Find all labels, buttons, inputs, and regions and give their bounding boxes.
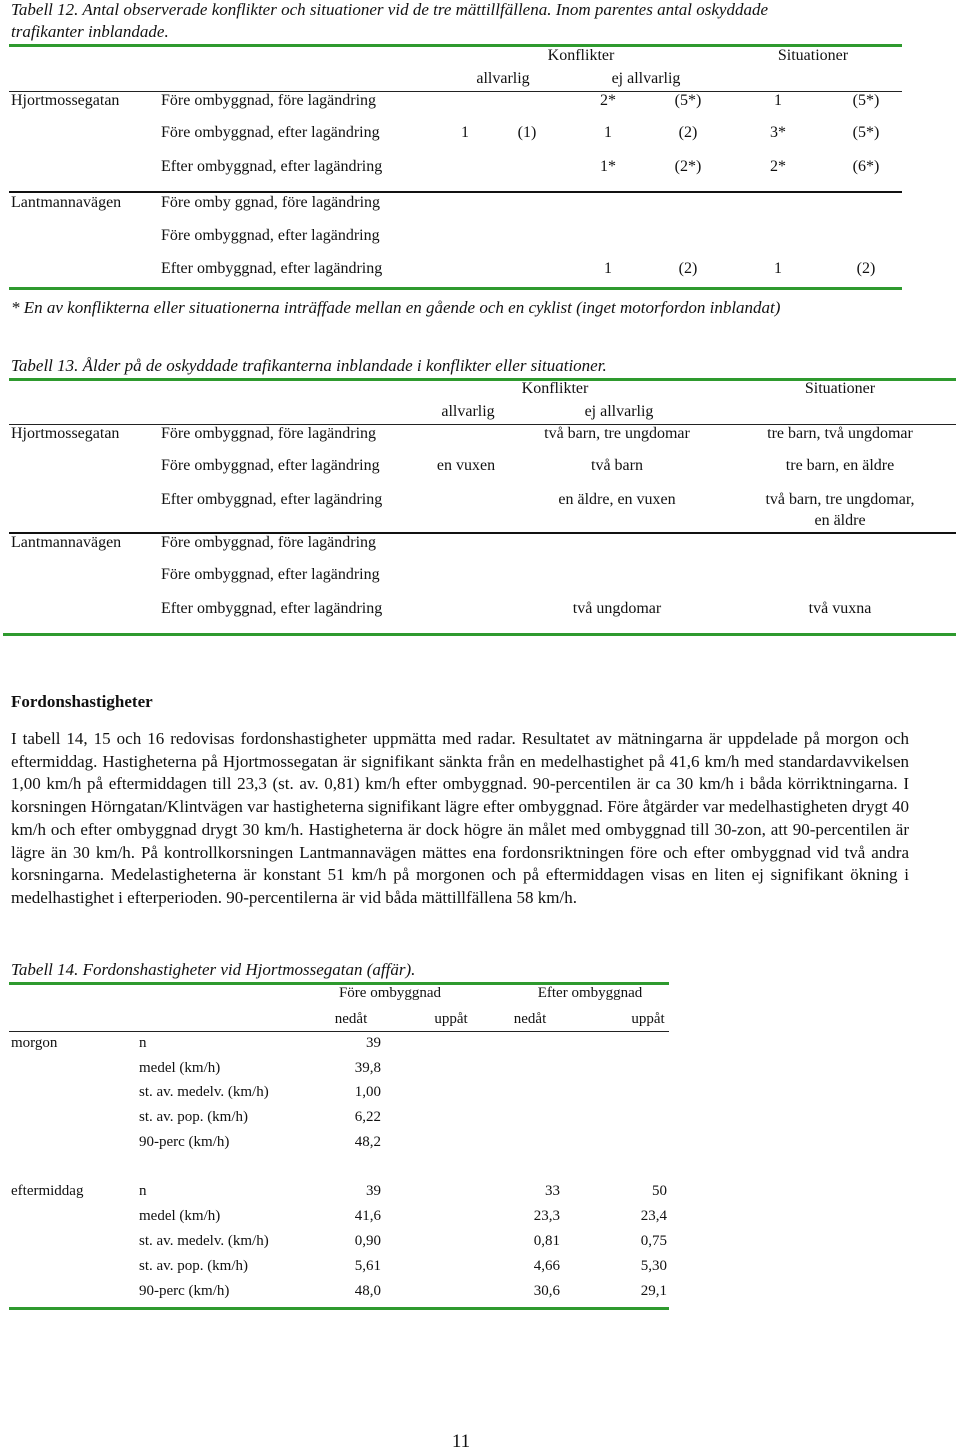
table14-header-efter-nedat: nedåt — [513, 1011, 547, 1027]
table12-group-rule — [9, 191, 902, 193]
table13-header-situationer: Situationer — [804, 380, 876, 397]
table12-header-situationer: Situationer — [777, 47, 849, 64]
table12-place-lantmannavagen: Lantmannavägen — [11, 194, 122, 211]
table14-cell-fore-nedat: 48,0 — [354, 1283, 381, 1299]
table13-cell-ej: en äldre, en vuxen — [558, 491, 676, 508]
table13-row-label: Före ombyggnad, efter lagändring — [161, 566, 380, 583]
section-paragraph: I tabell 14, 15 och 16 redovisas fordonshastigheter uppmätta med radar. Resultatet av mätningarna är uppdelade på morgon och eftermiddag. Hastigheterna på Hjortmossegatan är signifikant sänkta från en medelhastighet på 41,6 km/h med standardavvikelsen 1,00 km/h på eftermiddagen till 23,3 (st. av. 0,81) km/h efter ombyggnad. 90-percentilen är ca 30 km/h i båda körriktningarna. I korsningen Hörngatan/Klintvägen var hastigheterna signifikant lägre efter ombyggnad. Före åtgärder var medelhastigheten drygt 40 km/h och efter ombyggnad drygt 30 km/h. Hastigheterna är dock högre än målet med ombyggnad till 30-zon, att 90-percentilen är lägre än 30 km/h. På kontrollkorsningen Lantmannavägen mättes ena fordonsriktningen före och efter ombyggnad vid två andra korsningarna. Medelastigheterna är konstant 51 km/h på morgonen och på eftermiddagen visas en liten ej signifikant ökning i medelhastighet i efterperioden. 90-percentilerna är vid båda mättillfällena 58 km/h. — [11, 729, 909, 907]
table12-header-ej-allvarlig: ej allvarlig — [611, 70, 681, 87]
table14-header-fore-uppat: uppåt — [434, 1011, 468, 1027]
table13-cell-ej: två barn, tre ungdomar — [544, 425, 690, 442]
table12-cell-ej-paren: (2*) — [674, 158, 702, 175]
table13-cell-sit: tre barn, två ungdomar — [767, 425, 913, 442]
table12-row-label: Före ombyggnad, efter lagändring — [161, 227, 380, 244]
table13-cell-sit: tre barn, en äldre — [785, 457, 895, 474]
table13-cell-sit: två barn, tre ungdomar, — [765, 491, 915, 508]
table14-row-label: st. av. pop. (km/h) — [139, 1258, 249, 1274]
table12-cell-allv: 1 — [461, 124, 469, 141]
table14-row-label: medel (km/h) — [139, 1208, 221, 1224]
table13-cell-allv: en vuxen — [436, 457, 496, 474]
table12-cell-ej: 2* — [600, 92, 616, 109]
table14-cell-fore-nedat: 39,8 — [354, 1060, 381, 1076]
table12-footnote: * En av konflikterna eller situationerna inträffade mellan en gående och en cyklist (inget motorfordon inblandat) — [11, 298, 781, 317]
table14-cell-fore-nedat: 39 — [366, 1035, 381, 1051]
table14-header-fore-nedat: nedåt — [334, 1011, 368, 1027]
table14-cell-fore-nedat: 0,90 — [354, 1233, 381, 1249]
table14-row-label: 90-perc (km/h) — [139, 1134, 230, 1150]
page-number: 11 — [451, 1431, 471, 1452]
table12-header-konflikter: Konflikter — [547, 47, 615, 64]
table13-header-konflikter: Konflikter — [521, 380, 589, 397]
table14-cell-efter-uppat: 0,75 — [640, 1233, 667, 1249]
table12-top-rule — [9, 44, 902, 47]
table13-caption: Tabell 13. Ålder på de oskyddade trafikanterna inblandade i konflikter eller situationer. — [11, 356, 607, 375]
table12-cell-ej-paren: (5*) — [674, 92, 702, 109]
table12-cell-sit: 2* — [770, 158, 786, 175]
table14-cell-efter-nedat: 4,66 — [533, 1258, 560, 1274]
table12-cell-ej: 1* — [600, 158, 616, 175]
table14-row-label: medel (km/h) — [139, 1060, 221, 1076]
table13-row-label: Före ombyggnad, efter lagändring — [161, 457, 380, 474]
table12-cell-ej-paren: (2) — [678, 260, 698, 277]
table14-header-fore: Före ombyggnad — [338, 985, 442, 1001]
table13-row-label: Före ombyggnad, före lagändring — [161, 534, 377, 551]
table14-row-label: n — [139, 1035, 147, 1051]
table14-bottom-rule — [9, 1307, 669, 1310]
table14-cell-efter-nedat: 23,3 — [533, 1208, 560, 1224]
table12-caption-line2: trafikanter inblandade. — [11, 22, 169, 41]
table14-row-label: st. av. medelv. (km/h) — [139, 1233, 269, 1249]
table12-bottom-rule — [9, 287, 902, 290]
table14-group-eftermiddag: eftermiddag — [11, 1183, 84, 1199]
table14-row-label: n — [139, 1183, 147, 1199]
table14-cell-fore-nedat: 5,61 — [354, 1258, 381, 1274]
table14-cell-efter-uppat: 23,4 — [640, 1208, 667, 1224]
table14-cell-efter-uppat: 50 — [652, 1183, 667, 1199]
table12-row-label: Efter ombyggnad, efter lagändring — [161, 158, 383, 175]
table12-place-hjortmossegatan: Hjortmossegatan — [11, 92, 120, 109]
table12-row-label: Efter ombyggnad, efter lagändring — [161, 260, 383, 277]
table14-cell-fore-nedat: 41,6 — [354, 1208, 381, 1224]
table14-row-label: st. av. medelv. (km/h) — [139, 1084, 269, 1100]
table13-place-hjortmossegatan: Hjortmossegatan — [11, 425, 120, 442]
section-heading: Fordonshastigheter — [11, 692, 153, 711]
table14-cell-fore-nedat: 6,22 — [354, 1109, 381, 1125]
table14-group-morgon: morgon — [11, 1035, 58, 1051]
table12-cell-ej: 1 — [604, 124, 612, 141]
table13-row-label: Före ombyggnad, före lagändring — [161, 425, 377, 442]
table12-cell-sit: 3* — [770, 124, 786, 141]
table14-header-efter: Efter ombyggnad — [537, 985, 643, 1001]
table14-cell-fore-nedat: 48,2 — [354, 1134, 381, 1150]
table13-group-rule — [9, 532, 956, 534]
table14-cell-fore-nedat: 39 — [366, 1183, 381, 1199]
table13-place-lantmannavagen: Lantmannavägen — [11, 534, 122, 551]
table12-row-label: Före ombyggnad, efter lagändring — [161, 124, 380, 141]
table14-cell-efter-nedat: 30,6 — [533, 1283, 560, 1299]
table13-row-label: Efter ombyggnad, efter lagändring — [161, 600, 383, 617]
table12-cell-sit-paren: (6*) — [852, 158, 880, 175]
table12-header-rule — [9, 91, 902, 92]
table14-row-label: 90-perc (km/h) — [139, 1283, 230, 1299]
table13-header-ej-allvarlig: ej allvarlig — [584, 403, 654, 420]
table14-header-rule — [9, 1031, 669, 1032]
table13-cell-ej: två ungdomar — [572, 600, 662, 617]
table14-header-efter-uppat: uppåt — [631, 1011, 665, 1027]
table12-cell-sit: 1 — [774, 92, 782, 109]
table14-cell-efter-uppat: 5,30 — [640, 1258, 667, 1274]
table12-cell-ej: 1 — [604, 260, 612, 277]
table12-row-label: Före ombyggnad, före lagändring — [161, 92, 377, 109]
table13-cell-ej: två barn — [591, 457, 643, 474]
table12-cell-sit: 1 — [774, 260, 782, 277]
table14-cell-efter-nedat: 33 — [545, 1183, 560, 1199]
table12-row-label: Före omby ggnad, före lagändring — [161, 194, 381, 211]
table12-cell-sit-paren: (2) — [856, 260, 876, 277]
table13-row-label: Efter ombyggnad, efter lagändring — [161, 491, 383, 508]
table14-row-label: st. av. pop. (km/h) — [139, 1109, 249, 1125]
table12-header-allvarlig: allvarlig — [476, 70, 530, 87]
table14-cell-fore-nedat: 1,00 — [354, 1084, 381, 1100]
table12-caption-line1: Tabell 12. Antal observerade konflikter och situationer vid de tre mättillfällena. Inom parentes antal oskyddade — [11, 0, 769, 19]
table13-bottom-rule — [3, 633, 956, 636]
table13-cell-sit-line2: en äldre — [814, 512, 866, 529]
table14-cell-efter-uppat: 29,1 — [640, 1283, 667, 1299]
table12-cell-sit-paren: (5*) — [852, 92, 880, 109]
table13-header-allvarlig: allvarlig — [441, 403, 495, 420]
table13-cell-sit: två vuxna — [808, 600, 872, 617]
table14-caption: Tabell 14. Fordonshastigheter vid Hjortmossegatan (affär). — [11, 960, 416, 979]
table14-cell-efter-nedat: 0,81 — [533, 1233, 560, 1249]
table12-cell-allv-paren: (1) — [517, 124, 537, 141]
table12-cell-sit-paren: (5*) — [852, 124, 880, 141]
table12-cell-ej-paren: (2) — [678, 124, 698, 141]
